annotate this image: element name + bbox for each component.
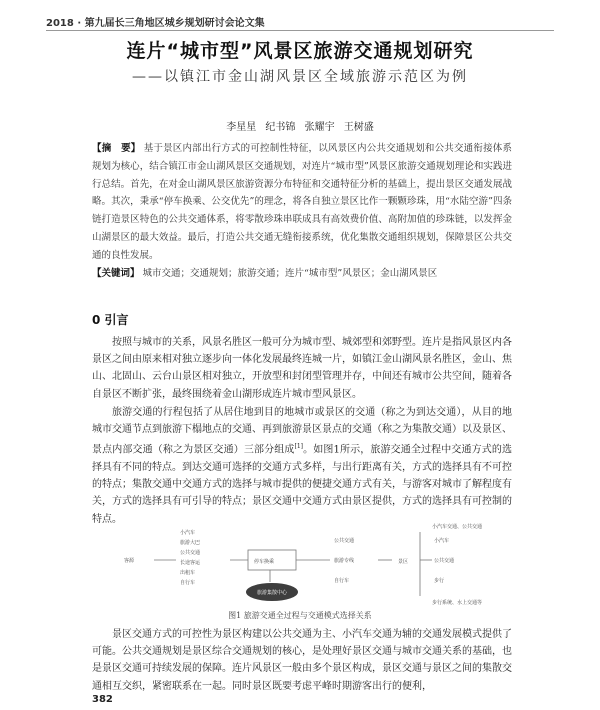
paper-subtitle: ——以镇江市金山湖风景区全域旅游示范区为例 bbox=[132, 69, 468, 85]
label-final-group-1: 步行系统、水上交通等 bbox=[432, 600, 483, 606]
label-mode-2: 公共交通 bbox=[180, 550, 201, 556]
abstract bbox=[92, 140, 512, 265]
label-mode-4: 出租车 bbox=[180, 570, 196, 576]
page-number: 382 bbox=[92, 694, 113, 705]
section-heading: 0 引言 bbox=[92, 313, 129, 327]
keywords-label: 【关键词】 bbox=[92, 268, 140, 279]
figure-caption: 图1 旅游交通全过程与交通模式选择关系 bbox=[228, 611, 372, 620]
label-dest-mode-2: 自行车 bbox=[334, 578, 350, 584]
paragraph-2-text-a: 旅游交通的行程包括了从居住地到目的地城市或景区的交通（称之为到达交通），从目的地城市交通节点到旅游下榻地点的交通、再到旅游景区景点的交通（称之为集散交通）以及景区、景点内部交通（称之为景区交通）三部分组成 bbox=[92, 407, 512, 456]
label-hub: 旅游集散中心 bbox=[256, 590, 288, 596]
label-internal-2: 步行 bbox=[434, 578, 445, 584]
figure-1-diagram bbox=[120, 520, 496, 608]
label-dest-mode-0: 公共交通 bbox=[334, 538, 355, 544]
label-internal-0: 小汽车 bbox=[434, 538, 450, 544]
keywords bbox=[92, 266, 512, 282]
label-mode-3: 长途客运 bbox=[180, 560, 201, 566]
label-scenic: 景区 bbox=[398, 559, 409, 565]
author-list: 李星星 纪书锦 张耀宇 王树盛 bbox=[226, 122, 374, 133]
citation-ref: [1] bbox=[294, 443, 303, 451]
label-mode-1: 旅游大巴 bbox=[180, 540, 201, 546]
label-mode-0: 小汽车 bbox=[180, 530, 196, 536]
label-transfer: 停车换乘 bbox=[254, 559, 275, 565]
label-final-group-0: 小汽车交通、公共交通 bbox=[432, 524, 483, 530]
body-paragraph-2 bbox=[92, 404, 512, 528]
label-internal-1: 公共交通 bbox=[434, 558, 455, 564]
running-head: 2018 · 第九届长三角地区城乡规划研讨会论文集 bbox=[46, 18, 265, 29]
paragraph-2-text-b: 。如图1所示，旅游交通全过程中交通方式的选择具有不同的特点。到达交通可选择的交通方式多样，与出行距离有关，方式的选择具有不可控的特点；集散交通中交通方式的选择与城市提供的便捷交通方式有关，与游客对城市了解程度有关，方式的选择具有可引导的特点；景区交通中交通方式由景区提供，方式的选择具有可控制的特点。 bbox=[92, 444, 512, 525]
label-origin: 客源 bbox=[124, 558, 135, 564]
abstract-text: 基于景区内部出行方式的可控制性特征，以风景区内公共交通规划和公共交通衔接体系规划为核心，结合镇江市金山湖风景区交通规划，对连片“城市型”风景区旅游交通规划理论和实践进行总结。首先，在对金山湖风景区旅游资源分布特征和交通特征分析的基础上，提出景区交通发展战略。其次，秉承“停车换乘、公交优先”的理念，将各自独立景区比作一颗颗珍珠，用“水陆空游”四条链打造景区特色的公共交通体系，将零散珍珠串联成具有高效费价值、高附加值的珍珠链，以发挥金山湖景区的最大效益。最后，打造公共交通无缝衔接系统，优化集散交通组织规划，保障景区公共交通的良性发展。 bbox=[92, 143, 512, 261]
abstract-label: 【摘 要】 bbox=[92, 143, 141, 154]
paper-title: 连片“城市型”风景区旅游交通规划研究 bbox=[126, 40, 474, 62]
label-dest-mode-1: 旅游专线 bbox=[334, 558, 355, 564]
label-mode-5: 自行车 bbox=[180, 580, 196, 586]
keywords-text: 城市交通；交通规划；旅游交通；连片“城市型”风景区；金山湖风景区 bbox=[142, 268, 438, 279]
header-rule bbox=[46, 30, 554, 31]
body-paragraph-3: 景区交通方式的可控性为景区构建以公共交通为主、小汽车交通为辅的交通发展模式提供了可能。公共交通规划是景区综合交通规划的核心，是处理好景区交通与城市交通关系的基础，也是景区交通可持续发展的保障。连片风景区一般由多个景区构成，景区交通与景区之间的集散交通相互交织，紧密联系在一起。同时景区既要考虑平峰时期游客出行的便利， bbox=[92, 629, 512, 692]
body-paragraph-1: 按照与城市的关系，风景名胜区一般可分为城市型、城郊型和郊野型。连片是指风景区内各景区之间由原来相对独立逐步向一体化发展最终连城一片，如镇江金山湖风景名胜区，金山、焦山、北固山、云台山景区相对独立，开放型和封闭型管理并存，中间还有城市公共空间，随着各自景区不断扩张，最终围绕着金山湖形成连片城市型风景区。 bbox=[92, 337, 512, 400]
